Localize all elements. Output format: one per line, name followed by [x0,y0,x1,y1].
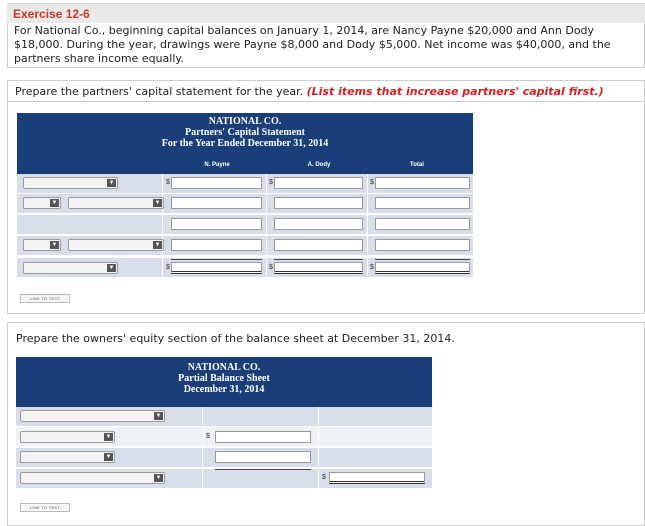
line-item-select[interactable] [68,197,164,209]
link-to-text-button[interactable]: LINK TO TEXT [20,503,70,512]
company-name: NATIONAL CO. [187,362,261,373]
dody-amount-input[interactable] [274,218,363,230]
company-name: NATIONAL CO. [208,116,282,127]
statement-row [17,236,473,255]
equity-caption-select[interactable] [20,410,165,422]
statement-row [17,215,473,234]
chevron-down-icon: ▼ [105,454,112,460]
chevron-down-icon: ▼ [154,242,161,248]
total-amount-input[interactable] [375,177,470,189]
statement-row [17,258,473,277]
add-deduct-select[interactable] [23,197,61,209]
capital-statement-panel [7,102,645,314]
dollar-sign: $ [269,264,273,271]
payne-amount-input[interactable] [171,197,262,209]
partner-capital-input[interactable] [215,451,311,463]
chevron-down-icon: ▼ [108,180,115,186]
chevron-down-icon: ▼ [108,265,115,271]
exercise-title-bar [7,3,645,23]
capital-statement-header [17,113,473,174]
total-amount-input[interactable] [375,197,470,209]
total-amount-input[interactable] [375,239,470,251]
payne-amount-input[interactable] [171,262,262,274]
line-item-select[interactable] [23,262,118,274]
partner-capital-input[interactable] [215,431,311,443]
line-item-select[interactable] [68,239,164,251]
total-amount-input[interactable] [375,218,470,230]
column-header-total: Total [410,162,424,168]
dollar-sign: $ [269,179,273,186]
total-amount-input[interactable] [375,262,470,274]
dollar-sign: $ [370,264,374,271]
exercise-title: Exercise 12-6 [13,7,90,21]
chevron-down-icon: ▼ [51,242,58,248]
partner-select[interactable] [20,431,115,443]
statement-title: Partners' Capital Statement [185,127,305,138]
chevron-down-icon: ▼ [154,200,161,206]
dody-amount-input[interactable] [274,239,363,251]
dollar-sign: $ [322,474,326,481]
dody-amount-input[interactable] [274,262,363,274]
add-deduct-select[interactable] [23,239,61,251]
dollar-sign: $ [206,433,210,440]
chevron-down-icon: ▼ [51,200,58,206]
statement-row [17,194,473,213]
statement-period: For the Year Ended December 31, 2014 [161,138,329,149]
line-item-select[interactable] [23,177,118,189]
payne-amount-input[interactable] [171,239,262,251]
payne-amount-input[interactable] [171,218,262,230]
payne-amount-input[interactable] [171,177,262,189]
link-to-text-button[interactable]: LINK TO TEXT [20,294,70,303]
balance-row [16,427,432,446]
column-header-dody: A. Dody [307,162,331,168]
part1-instruction: Prepare the partners' capital statement for the year. [15,85,304,98]
statement-row [17,174,473,193]
balance-row [16,407,432,426]
statement-title: Partial Balance Sheet [178,373,270,384]
dollar-sign: $ [370,179,374,186]
balance-row [16,448,432,467]
total-equity-select[interactable] [20,472,165,484]
statement-date: December 31, 2014 [183,384,265,395]
total-equity-input[interactable] [329,472,425,484]
dollar-sign: $ [166,264,170,271]
dody-amount-input[interactable] [274,197,363,209]
partner-select[interactable] [20,451,115,463]
dody-amount-input[interactable] [274,177,363,189]
chevron-down-icon: ▼ [105,434,112,440]
balance-sheet-header [16,357,432,407]
part1-instruction-note: (List items that increase partners' capital first.) [306,85,604,98]
part1-instruction-box [7,80,645,102]
balance-sheet-panel [7,322,645,526]
part2-instruction: Prepare the owners' equity section of the balance sheet at December 31, 2014. [16,332,455,345]
balance-row [16,469,432,488]
chevron-down-icon: ▼ [155,413,162,419]
column-header-payne: N. Payne [204,162,230,168]
dollar-sign: $ [166,179,170,186]
chevron-down-icon: ▼ [155,475,162,481]
problem-text: For National Co., beginning capital balances on January 1, 2014, are Nancy Payne $20,000 and Ann Dody $18,000. During the year, drawings were Payne $8,000 and Dody $5,000. Net income was $40,000, and the partners share income equally. [7,23,645,68]
